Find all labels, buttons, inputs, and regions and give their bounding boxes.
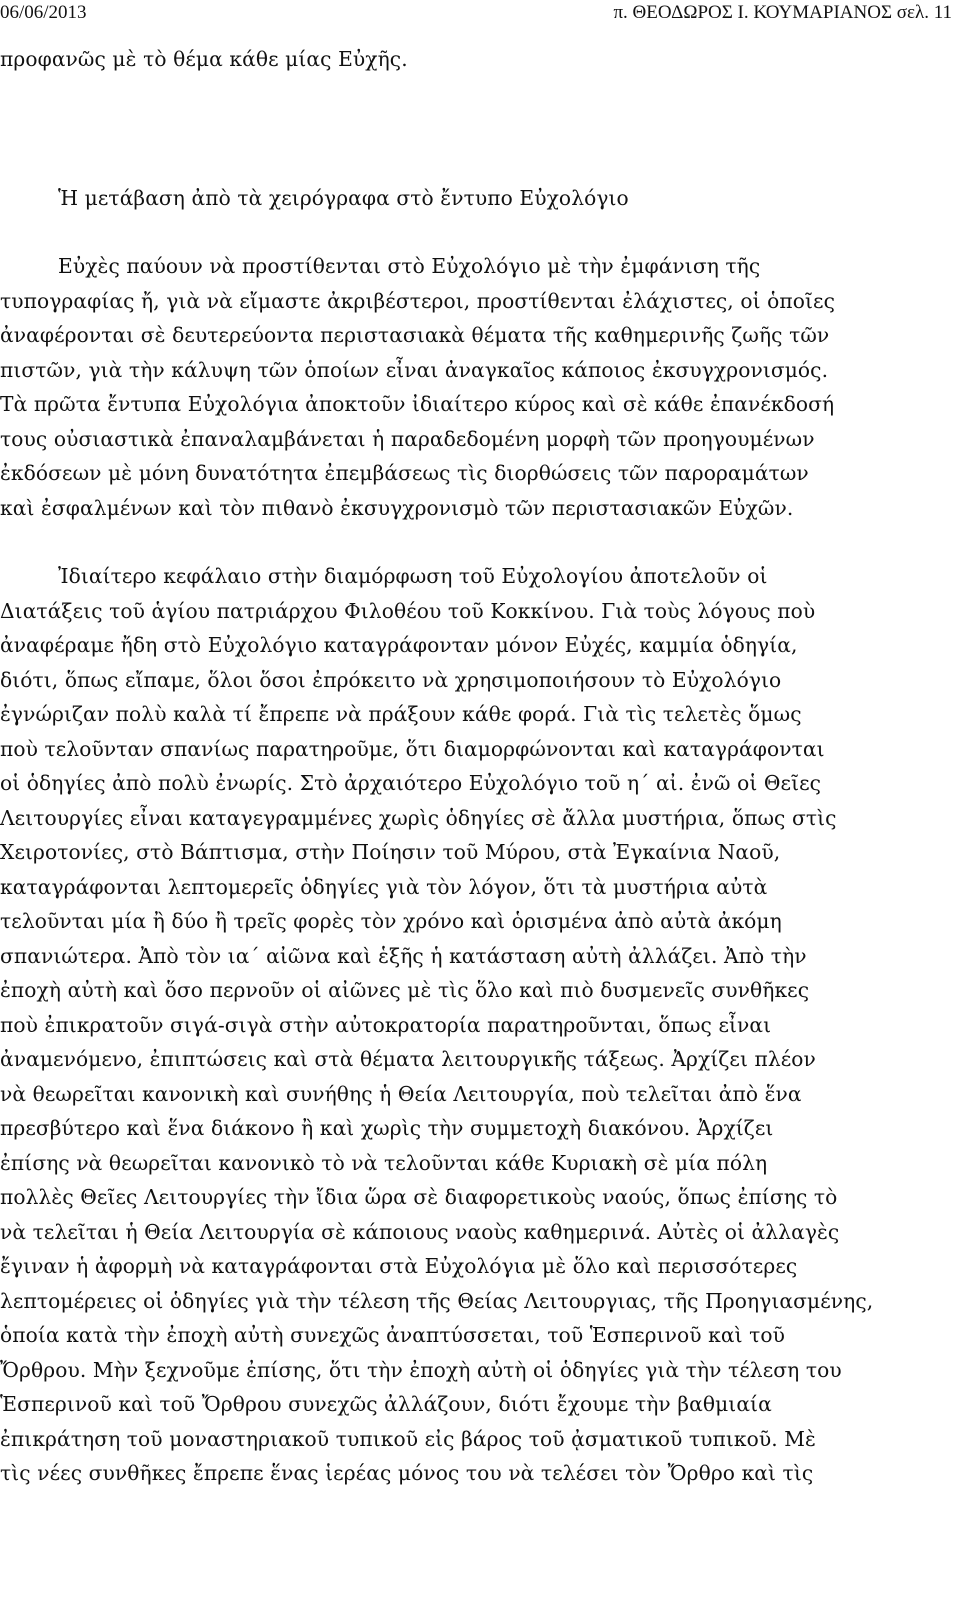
paragraph-line: πολλὲς Θεῖες Λειτουργίες τὴν ἴδια ὥρα σὲ διαφορετικοὺς ναούς, ὅπως ἐπίσης τὸ: [0, 1185, 838, 1209]
paragraph-line: ἐποχὴ αὐτὴ καὶ ὅσο περνοῦν οἱ αἰῶνες μὲ τὶς ὅλο καὶ πιὸ δυσμενεῖς συνθῆκες: [0, 978, 810, 1002]
paragraph-line: Λειτουργίες εἶναι καταγεγραμμένες χωρὶς ὁδηγίες σὲ ἄλλα μυστήρια, ὅπως στὶς: [0, 805, 837, 830]
paragraph-line: ἀναμενόμενο, ἐπιπτώσεις καὶ στὰ θέματα λειτουργικῆς τάξεως. Ἀρχίζει πλέον: [0, 1047, 816, 1071]
paragraph-line: καὶ ἐσφαλμένων καὶ τὸν πιθανὸ ἐκσυγχρονισμὸ τῶν περιστασιακῶν Εὐχῶν.: [0, 495, 794, 520]
paragraph-line: τελοῦνται μία ἢ δύο ἢ τρεῖς φορὲς τὸν χρόνο καὶ ὁρισμένα ἀπὸ αὐτὰ ἀκόμη: [0, 909, 782, 933]
section-title: Ἡ μετάβαση ἀπὸ τὰ χειρόγραφα στὸ ἔντυπο Εὐχολόγιο: [58, 185, 629, 210]
paragraph-line: λεπτομέρειες οἱ ὁδηγίες γιὰ τὴν τέλεση τῆς Θείας Λειτουργιας, τῆς Προηγιασμένης,: [0, 1288, 874, 1313]
paragraph-line: νὰ τελεῖται ἡ Θεία Λειτουργία σὲ κάποιους ναοὺς καθημερινά. Αὐτὲς οἱ ἀλλαγὲς: [0, 1219, 840, 1244]
paragraph-1: [0, 249, 952, 525]
header-author-page: π. ΘΕΟΔΩΡΟΣ Ι. ΚΟΥΜΑΡΙΑΝΟΣ σελ. 11: [613, 2, 952, 23]
paragraph-line: ποὺ τελοῦνταν σπανίως παρατηροῦμε, ὅτι διαμορφώνονται καὶ καταγράφονται: [0, 736, 825, 761]
page-header: [0, 0, 960, 26]
paragraph-line: ἀναφέρονται σὲ δευτερεύοντα περιστασιακὰ θέματα τῆς καθημερινῆς ζωῆς τῶν: [0, 323, 830, 347]
paragraph-line: Ὄρθρου. Μὴν ξεχνοῦμε ἐπίσης, ὅτι τὴν ἐποχὴ αὐτὴ οἱ ὁδηγίες γιὰ τὴν τέλεση του: [0, 1357, 842, 1382]
paragraph-line: Χειροτονίες, στὸ Βάπτισμα, στὴν Ποίησιν τοῦ Μύρου, στὰ Ἐγκαίνια Ναοῦ,: [0, 840, 781, 864]
lead-line: προφανῶς μὲ τὸ θέμα κάθε μίας Εὐχῆς.: [0, 47, 408, 71]
document-body: [0, 42, 952, 1491]
paragraph-line: πρεσβύτερο καὶ ἕνα διάκονο ἢ καὶ χωρὶς τὴν συμμετοχὴ διακόνου. Ἀρχίζει: [0, 1116, 774, 1140]
paragraph-line: πιστῶν, γιὰ τὴν κάλυψη τῶν ὁποίων εἶναι ἀναγκαῖος κάποιος ἐκσυγχρονισμός.: [0, 357, 829, 382]
paragraph-line: καταγράφονται λεπτομερεῖς ὁδηγίες γιὰ τὸν λόγον, ὅτι τὰ μυστήρια αὐτὰ: [0, 874, 768, 899]
paragraph-2: [0, 559, 952, 1491]
paragraph-line: τυπογραφίας ἤ, γιὰ νὰ εἴμαστε ἀκριβέστεροι, προστίθενται ἐλάχιστες, οἱ ὁποῖες: [0, 288, 835, 313]
paragraph-line: τους οὐσιαστικὰ ἐπαναλαμβάνεται ἡ παραδεδομένη μορφὴ τῶν προηγουμένων: [0, 426, 815, 451]
paragraph-line: ποὺ ἐπικρατοῦν σιγά-σιγὰ στὴν αὐτοκρατορία παρατηροῦνται, ὅπως εἶναι: [0, 1012, 772, 1037]
paragraph-line: Ἰδιαίτερο κεφάλαιο στὴν διαμόρφωση τοῦ Εὐχολογίου ἀποτελοῦν οἱ: [58, 564, 768, 588]
paragraph-line: ἀναφέραμε ἤδη στὸ Εὐχολόγιο καταγράφονταν μόνον Εὐχές, καμμία ὁδηγία,: [0, 633, 798, 657]
header-date: 06/06/2013: [0, 2, 87, 23]
paragraph-line: ἔγιναν ἡ ἀφορμὴ νὰ καταγράφονται στὰ Εὐχολόγια μὲ ὅλο καὶ περισσότερες: [0, 1254, 798, 1278]
paragraph-line: ἐπικράτηση τοῦ μοναστηριακοῦ τυπικοῦ εἰς βάρος τοῦ ᾀσματικοῦ τυπικοῦ. Μὲ: [0, 1426, 816, 1451]
paragraph-line: διότι, ὅπως εἴπαμε, ὅλοι ὅσοι ἐπρόκειτο νὰ χρησιμοποιήσουν τὸ Εὐχολόγιο: [0, 667, 782, 692]
paragraph-line: ὁποία κατὰ τὴν ἐποχὴ αὐτὴ συνεχῶς ἀναπτύσσεται, τοῦ Ἑσπερινοῦ καὶ τοῦ: [0, 1323, 786, 1347]
paragraph-line: Τὰ πρῶτα ἔντυπα Εὐχολόγια ἀποκτοῦν ἰδιαίτερο κύρος καὶ σὲ κάθε ἐπανέκδοσή: [0, 392, 835, 416]
paragraph-line: σπανιώτερα. Ἀπὸ τὸν ια΄ αἰῶνα καὶ ἑξῆς ἡ κατάσταση αὐτὴ ἀλλάζει. Ἀπὸ τὴν: [0, 943, 807, 968]
paragraph-line: ἐπίσης νὰ θεωρεῖται κανονικὸ τὸ νὰ τελοῦνται κάθε Κυριακὴ σὲ μία πόλη: [0, 1150, 768, 1175]
paragraph-line: ἐκδόσεων μὲ μόνη δυνατότητα ἐπεμβάσεως τὶς διορθώσεις τῶν παροραμάτων: [0, 461, 809, 485]
paragraph-line: ἐγνώριζαν πολὺ καλὰ τί ἔπρεπε νὰ πράξουν κάθε φορά. Γιὰ τὶς τελετὲς ὅμως: [0, 702, 802, 726]
paragraph-line: οἱ ὁδηγίες ἀπὸ πολὺ ἐνωρίς. Στὸ ἀρχαιότερο Εὐχολόγιο τοῦ η΄ αἰ. ἐνῶ οἱ Θεῖες: [0, 771, 822, 795]
paragraph-line: Διατάξεις τοῦ ἁγίου πατριάρχου Φιλοθέου τοῦ Κοκκίνου. Γιὰ τοὺς λόγους ποὺ: [0, 598, 816, 623]
paragraph-line: Ἑσπερινοῦ καὶ τοῦ Ὄρθρου συνεχῶς ἀλλάζουν, διότι ἔχουμε τὴν βαθμιαία: [0, 1392, 772, 1416]
paragraph-line: νὰ θεωρεῖται κανονικὴ καὶ συνήθης ἡ Θεία Λειτουργία, ποὺ τελεῖται ἀπὸ ἕνα: [0, 1081, 802, 1106]
paragraph-line: τὶς νέες συνθῆκες ἔπρεπε ἕνας ἱερέας μόνος του νὰ τελέσει τὸν Ὄρθρο καὶ τὶς: [0, 1461, 814, 1485]
paragraph-line: Εὐχὲς παύουν νὰ προστίθενται στὸ Εὐχολόγιο μὲ τὴν ἐμφάνιση τῆς: [58, 254, 761, 278]
